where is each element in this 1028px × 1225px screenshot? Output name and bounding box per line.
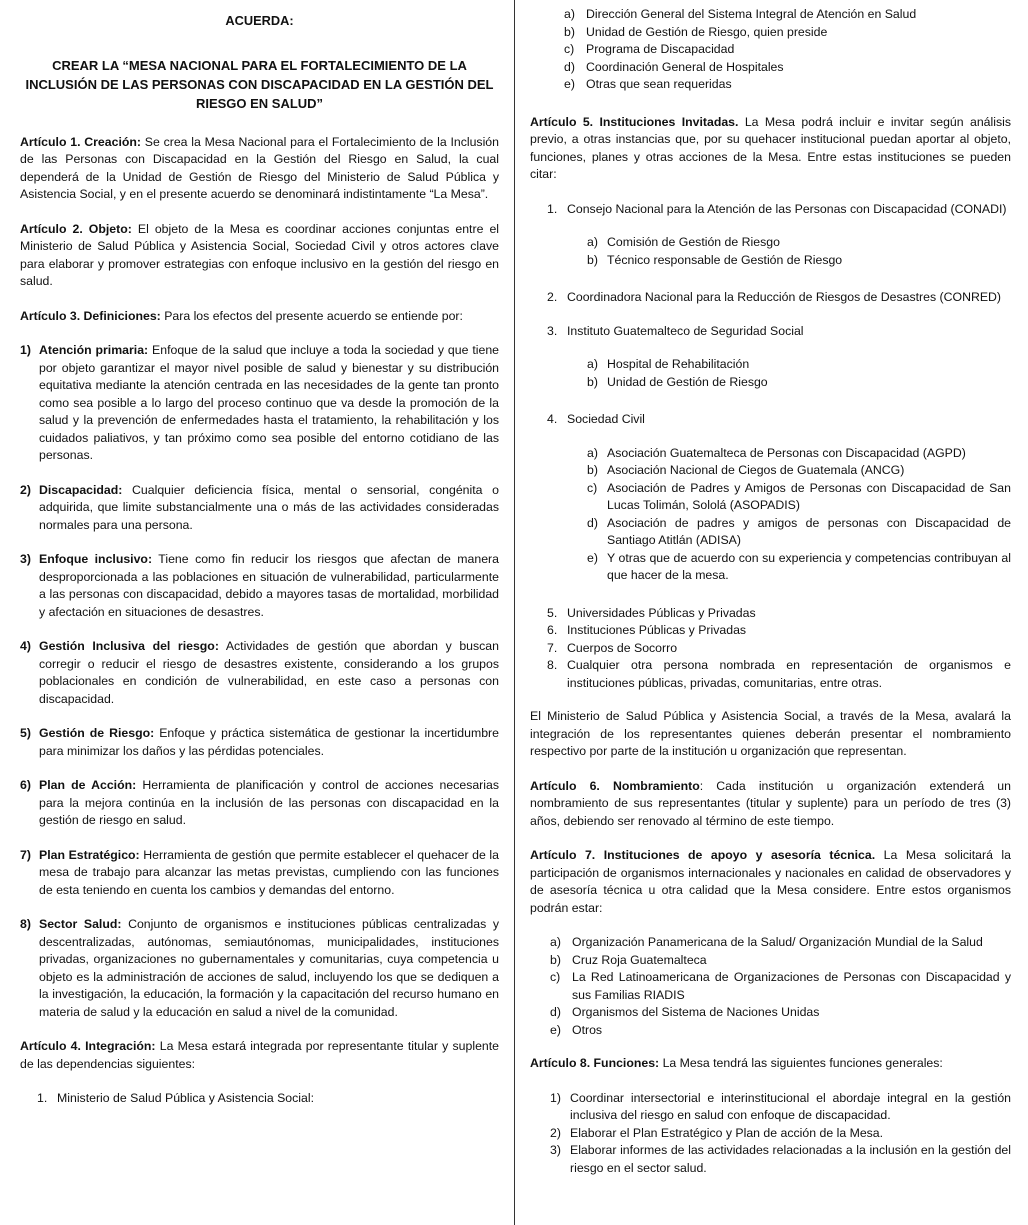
article-6-label: Artículo 6. Nombramiento <box>530 778 700 793</box>
functions-list <box>550 1090 1011 1178</box>
list-text: Elaborar informes de las actividades relacionadas a la inclusión en la gestión del riesgo en el sector salud. <box>570 1143 1011 1175</box>
list-number: 2. <box>547 290 558 304</box>
list-text: Organización Panamericana de la Salud/ Organización Mundial de la Salud <box>572 935 983 949</box>
article-5 <box>530 114 1011 184</box>
article-3-text: Para los efectos del presente acuerdo se entiende por: <box>164 308 463 323</box>
article-1 <box>20 134 499 204</box>
list-item <box>550 969 1011 1004</box>
article-2-text: El objeto de la Mesa es coordinar acciones conjuntas entre el Ministerio de Salud Pública y Asistencia Social, Sociedad Civil y otros actores clave para elaborar y promover estrategias con enfoque inclusivo en la gestión del riesgo en salud. <box>20 221 500 288</box>
list-item <box>547 605 1011 623</box>
list-item <box>547 201 1011 219</box>
support-orgs-list <box>550 934 1011 1039</box>
list-item <box>587 234 1011 252</box>
list-text: Asociación Nacional de Ciegos de Guatemala (ANCG) <box>607 463 905 477</box>
list-text: Dirección General del Sistema Integral de Atención en Salud <box>586 7 917 21</box>
definition-item <box>20 725 499 760</box>
definition-term: Enfoque inclusivo: <box>39 552 153 566</box>
list-item <box>550 1125 1011 1143</box>
list-number: 8. <box>547 658 558 672</box>
article-3 <box>20 308 499 326</box>
list-item <box>564 76 1011 94</box>
list-letter: a) <box>564 7 575 21</box>
list-item <box>547 622 1011 640</box>
list-item <box>587 445 1011 463</box>
article-2 <box>20 221 499 291</box>
list-item <box>587 515 1011 550</box>
list-number: 1. <box>37 1091 48 1105</box>
list-number: 3) <box>550 1143 561 1157</box>
list-number: 5. <box>547 605 558 620</box>
article-2-label: Artículo 2. Objeto: <box>20 221 132 236</box>
left-column <box>20 6 499 1108</box>
list-letter: d) <box>564 59 575 74</box>
list-text: Programa de Discapacidad <box>586 42 735 56</box>
list-item <box>587 374 1011 392</box>
list-letter: b) <box>587 463 598 477</box>
list-item <box>587 252 1011 270</box>
list-text: Elaborar el Plan Estratégico y Plan de acción de la Mesa. <box>570 1125 884 1140</box>
definition-number: 1) <box>20 343 31 357</box>
definition-number: 7) <box>20 847 31 862</box>
list-letter: b) <box>587 374 598 389</box>
definition-term: Plan Estratégico: <box>39 847 140 862</box>
definition-item <box>20 916 499 1021</box>
list-item <box>564 41 1011 59</box>
definition-item <box>20 551 499 621</box>
definition-item <box>20 342 499 465</box>
list-item <box>547 640 1011 658</box>
list-item <box>564 24 1011 42</box>
list-text: Otros <box>572 1022 603 1037</box>
list-letter: e) <box>587 550 598 565</box>
list-letter: b) <box>564 24 575 39</box>
agreement-subtitle: CREAR LA “MESA NACIONAL PARA EL FORTALECIMIENTO DE LA INCLUSIÓN DE LAS PERSONAS CON DISCAPACIDAD EN LA GESTIÓN DEL RIESGO EN SALUD” <box>25 57 494 111</box>
list-item <box>587 462 1011 480</box>
list-letter: c) <box>587 480 598 495</box>
list-letter: d) <box>587 515 598 530</box>
article-7-label: Artículo 7. Instituciones de apoyo y asesoría técnica. <box>530 848 876 862</box>
list-letter: a) <box>587 357 598 371</box>
list-text: Coordinación General de Hospitales <box>586 59 784 74</box>
list-item <box>547 657 1011 692</box>
list-item <box>564 6 1011 24</box>
list-number: 1) <box>550 1090 561 1105</box>
igss-sublist <box>587 356 1011 391</box>
article-6 <box>530 778 1011 831</box>
article-1-label: Artículo 1. Creación: <box>20 134 141 149</box>
definition-text: Enfoque de la salud que incluye a toda la sociedad y que tiene por objeto garantizar el mayor nivel posible de salud y bienestar y su distribución equitativa mediante la atención centrada en las necesidades de la gente tan pronto como sea posible a lo largo del proceso continuo que va desde la promoción de la salud y la prevención de enfermedades hasta el tratamiento, la rehabilitación y los cuidados paliativos, y tan próximo como sea posible del entorno cotidiano de las personas. <box>39 343 499 462</box>
article-8-text: La Mesa tendrá las siguientes funciones generales: <box>662 1056 943 1070</box>
article-1-text: Se crea la Mesa Nacional para el Fortalecimiento de la Inclusión de las Personas con Discapacidad en la Gestión del Riesgo en Salud, la cual dependerá de la Unidad de Gestión de Riesgo del Ministerio de Salud Pública y Asistencia Social, y en el presente acuerdo se denominará indistintamente “La Mesa”. <box>20 134 499 201</box>
list-item <box>547 289 1011 307</box>
list-item <box>547 323 1011 341</box>
definition-number: 4) <box>20 639 31 653</box>
definition-text: Actividades de gestión que abordan y buscan corregir o reducir el riesgo de desastres existente, considerando a los grupos poblacionales en condición de vulnerabilidad, en este caso a personas con discapacidad. <box>39 639 499 706</box>
definition-item <box>20 638 499 708</box>
definition-number: 2) <box>20 482 31 497</box>
definition-number: 6) <box>20 778 31 792</box>
definition-item <box>20 847 499 900</box>
list-number: 2) <box>550 1125 561 1140</box>
page-title: ACUERDA: <box>225 13 294 28</box>
list-letter: b) <box>587 252 598 267</box>
list-item <box>37 1090 499 1108</box>
list-letter: e) <box>564 77 575 91</box>
list-text: Asociación de padres y amigos de personas con Discapacidad de Santiago Atitlán (ADISA) <box>607 515 1011 547</box>
list-item <box>550 1142 1011 1177</box>
list-letter: a) <box>550 935 561 949</box>
list-text: Cualquier otra persona nombrada en representación de organismos e instituciones públicas, privadas, comunitarias, entre otras. <box>567 658 1011 690</box>
article-7 <box>530 847 1011 917</box>
list-item <box>550 1004 1011 1022</box>
list-item <box>550 934 1011 952</box>
list-text: Sociedad Civil <box>567 412 645 426</box>
list-letter: c) <box>550 970 561 984</box>
list-text: Consejo Nacional para la Atención de las Personas con Discapacidad (CONADI) <box>567 201 1007 216</box>
definition-text: Conjunto de organismos e instituciones públicas centralizadas y descentralizadas, autónomas, semiautónomas, municipalidades, instituciones privadas, organizaciones no gubernamentales y comunitarias, cuya competencia u objeto es la administración de acciones de salud, incluyendo los que se dediquen a la investigación, la educación, la formación y la capacitación del recurso humano en materia de salud y la educación en salud a nivel de la comunidad. <box>39 917 499 1019</box>
list-letter: a) <box>587 235 598 249</box>
article-5-label: Artículo 5. Instituciones Invitadas. <box>530 114 739 129</box>
article-5-closing: El Ministerio de Salud Pública y Asistencia Social, a través de la Mesa, avalará la integración de los representantes quienes deberán presentar el nombramiento respectivo por parte de la institución u organización que representan. <box>530 709 1011 758</box>
list-text: Otras que sean requeridas <box>586 77 732 91</box>
list-text: Comisión de Gestión de Riesgo <box>607 235 780 249</box>
article-6-text: : Cada institución u organización extenderá un nombramiento de sus representantes (titular y suplente) para un período de tres (3) años, debiendo ser renovado al término de este tiempo. <box>530 778 1011 828</box>
list-number: 7. <box>547 640 558 655</box>
definition-term: Sector Salud: <box>39 917 122 931</box>
list-letter: b) <box>550 952 561 967</box>
definition-term: Plan de Acción: <box>39 778 137 792</box>
article-7-text: La Mesa solicitará la participación de organismos internacionales y nacionales en calidad de observadores y de asesoría técnica u otra calidad que la Mesa considere. Entre estos organismos podrán estar: <box>530 848 1011 915</box>
list-text: Coordinar intersectorial e interinstitucional el abordaje integral en la gestión inclusiva del riesgo en salud con enfoque de discapacidad. <box>570 1090 1011 1122</box>
definition-term: Atención primaria: <box>39 343 149 357</box>
definition-text: Enfoque y práctica sistemática de gestionar la incertidumbre para minimizar los daños y las pérdidas potenciales. <box>39 726 499 758</box>
list-text: Y otras que de acuerdo con su experiencia y competencias contribuyan al que hacer de la mesa. <box>607 550 1011 582</box>
definition-text: Cualquier deficiencia física, mental o sensorial, congénita o adquirida, que limite substancialmente una o más de las actividades consideradas normales para una persona. <box>39 482 499 532</box>
article-8-label: Artículo 8. Funciones: <box>530 1056 660 1070</box>
list-item <box>547 411 1011 429</box>
list-text: Cruz Roja Guatemalteca <box>572 952 707 967</box>
list-item <box>587 480 1011 515</box>
conadi-sublist <box>587 234 1011 269</box>
article-3-label: Artículo 3. Definiciones: <box>20 308 161 323</box>
list-letter: c) <box>564 42 575 56</box>
definition-term: Gestión Inclusiva del riesgo: <box>39 639 219 653</box>
list-text: Unidad de Gestión de Riesgo, quien preside <box>586 24 828 39</box>
article-5-text: La Mesa podrá incluir e invitar según análisis previo, a otras instancias que, por su quehacer institucional puedan aportar al objeto, funciones, planes y otras acciones de la Mesa. Entre estas instituciones se pueden citar: <box>530 114 1011 181</box>
list-text: Instituciones Públicas y Privadas <box>567 623 747 637</box>
definition-number: 5) <box>20 726 31 740</box>
definition-text: Herramienta de gestión que permite establecer el quehacer de la mesa de trabajo para alcanzar las metas previstas, cumpliendo con las funciones de esta teniendo en cuenta los cambios y demandas del entorno. <box>39 847 499 897</box>
list-text: Universidades Públicas y Privadas <box>567 605 756 620</box>
article-4-text: La Mesa estará integrada por representante titular y suplente de las dependencias siguientes: <box>20 1039 499 1071</box>
definition-item <box>20 482 499 535</box>
list-number: 6. <box>547 623 558 637</box>
article-8 <box>530 1055 1011 1073</box>
article-4-label: Artículo 4. Integración: <box>20 1039 156 1053</box>
list-text: Cuerpos de Socorro <box>567 640 678 655</box>
list-text: Coordinadora Nacional para la Reducción de Riesgos de Desastres (CONRED) <box>567 290 1002 304</box>
list-number: 3. <box>547 323 558 338</box>
article-4 <box>20 1038 499 1073</box>
definition-text: Herramienta de planificación y control de acciones necesarias para la mejora continúa en la inclusión de las personas con discapacidad en la gestión de riesgo en salud. <box>39 778 499 827</box>
list-text: Instituto Guatemalteco de Seguridad Social <box>567 323 804 338</box>
list-text: Asociación Guatemalteca de Personas con Discapacidad (AGPD) <box>607 445 966 460</box>
list-letter: e) <box>550 1022 561 1037</box>
list-item <box>550 1090 1011 1125</box>
list-number: 4. <box>547 412 558 426</box>
definition-number: 8) <box>20 917 31 931</box>
list-item <box>564 59 1011 77</box>
definition-term: Gestión de Riesgo: <box>39 726 155 740</box>
ministry-sublist <box>564 6 1011 94</box>
invited-list <box>547 201 1011 693</box>
list-item <box>550 952 1011 970</box>
list-item <box>587 356 1011 374</box>
definition-term: Discapacidad: <box>39 482 123 497</box>
list-text: Unidad de Gestión de Riesgo <box>607 374 768 389</box>
right-column <box>530 6 1011 1177</box>
civil-society-sublist <box>587 445 1011 585</box>
list-item <box>550 1022 1011 1040</box>
integration-list <box>37 1090 499 1108</box>
list-item <box>587 550 1011 585</box>
list-text: Técnico responsable de Gestión de Riesgo <box>607 252 843 267</box>
list-text: Hospital de Rehabilitación <box>607 357 750 371</box>
list-number: 1. <box>547 201 558 216</box>
list-text: Asociación de Padres y Amigos de Personas con Discapacidad de San Lucas Tolimán, Sololá (ASOPADIS) <box>607 480 1011 512</box>
definition-number: 3) <box>20 552 31 566</box>
definition-text: Tiene como fin reducir los riesgos que afectan de manera desproporcionada a las poblaciones en situación de vulnerabilidad, particularmente a las personas con discapacidad, debido a mayores tasas de mortalidad, morbilidad y afectación en situaciones de desastres. <box>39 552 499 619</box>
column-divider <box>514 0 515 1225</box>
list-letter: a) <box>587 445 598 460</box>
list-letter: d) <box>550 1005 561 1019</box>
list-text: La Red Latinoamericana de Organizaciones de Personas con Discapacidad y sus Familias RIADIS <box>572 970 1011 1002</box>
list-text: Organismos del Sistema de Naciones Unidas <box>572 1005 820 1019</box>
definition-item <box>20 777 499 830</box>
list-text: Ministerio de Salud Pública y Asistencia Social: <box>57 1091 314 1105</box>
